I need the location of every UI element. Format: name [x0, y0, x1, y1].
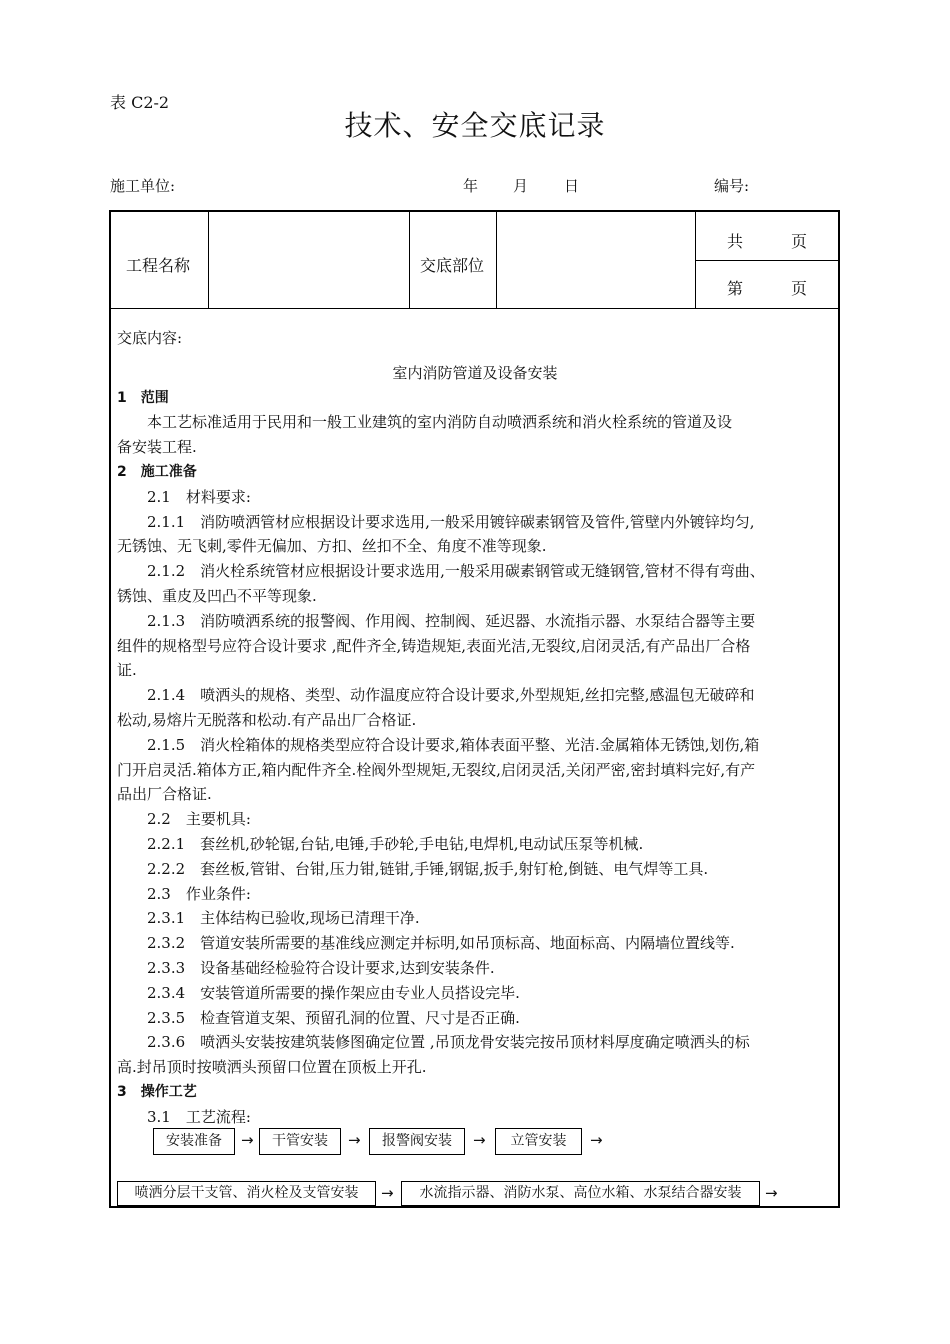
- document-title: 技术、安全交底记录: [344, 109, 606, 142]
- section-heading: 2 施工准备: [117, 463, 197, 480]
- content-line: 高.封吊顶时按喷洒头预留口位置在顶板上开孔.: [117, 1058, 427, 1077]
- content-line: 3.1 工艺流程:: [117, 1107, 251, 1126]
- handover-position-label: 交底部位: [420, 256, 485, 275]
- content-line: 2.1.2 消火栓系统管材应根据设计要求选用,一般采用碳素钢管或无缝钢管,管材不得有弯曲、: [117, 562, 765, 581]
- content-label: 交底内容:: [117, 329, 183, 347]
- spacer: [117, 351, 833, 361]
- content-line: 2.1.1 消防喷洒管材应根据设计要求选用,一般采用镀锌碳素钢管及管件,管壁内外镀锌均匀,: [117, 512, 755, 531]
- content-line: 锈蚀、重皮及凹凸不平等现象.: [117, 586, 317, 605]
- flow-arrow-icon: →: [381, 1184, 394, 1202]
- content-line: 组件的规格型号应符合设计要求 ,配件齐全,铸造规矩,表面光洁,无裂纹,启闭灵活,有产品出厂合格: [117, 636, 751, 655]
- flow-arrow-icon: →: [590, 1131, 603, 1149]
- date-day-label: 日: [564, 177, 580, 195]
- date-month-label: 月: [513, 177, 529, 195]
- divider: [496, 212, 497, 308]
- content-line: 2.2.2 套丝板,管钳、台钳,压力钳,链钳,手锤,钢锯,扳手,射钉枪,倒链、电气焊等工具.: [117, 859, 709, 878]
- flow-arrow-icon: →: [473, 1131, 486, 1149]
- flow-step-preparation: 安装准备: [153, 1128, 235, 1155]
- content-line: 门开启灵活.箱体方正,箱内配件齐全.栓阀外型规矩,无裂纹,启闭灵活,关闭严密,密封填料完好,有产: [117, 760, 756, 779]
- content-line: 2.3.1 主体结构已验收,现场已清理干净.: [117, 909, 420, 928]
- content-subtitle: 室内消防管道及设备安装: [392, 363, 558, 382]
- content-line: 2.3 作业条件:: [117, 884, 251, 903]
- project-name-label: 工程名称: [126, 256, 191, 275]
- content-line: 证.: [117, 661, 137, 680]
- form-code: 表 C2-2: [110, 93, 170, 112]
- content-line: 2.1.5 消火栓箱体的规格类型应符合设计要求,箱体表面平整、光洁.金属箱体无锈蚀,划伤,箱: [117, 735, 760, 754]
- content-line: 2.3.4 安装管道所需要的操作架应由专业人员搭设完毕.: [117, 983, 520, 1002]
- content-line: 2.2 主要机具:: [117, 810, 251, 829]
- content-line: 备安装工程.: [117, 438, 197, 457]
- flow-step-main-pipe: 干管安装: [259, 1128, 341, 1155]
- divider: [409, 212, 410, 308]
- divider: [695, 260, 840, 261]
- serial-number-label: 编号:: [714, 177, 750, 195]
- content-line: 2.3.2 管道安装所需要的基准线应测定并标明,如吊顶标高、地面标高、内隔墙位置线等.: [117, 934, 735, 953]
- content-line: 品出厂合格证.: [117, 785, 212, 804]
- page-number-label: 第 页: [727, 279, 808, 298]
- flow-arrow-icon: →: [348, 1131, 361, 1149]
- flow-step-equipment: 水流指示器、消防水泵、高位水箱、水泵结合器安装: [401, 1181, 760, 1206]
- flow-step-branch-pipes: 喷洒分层干支管、消火栓及支管安装: [117, 1181, 376, 1206]
- content-line: 2.3.6 喷洒头安装按建筑装修图确定位置 ,吊顶龙骨安装完按吊顶材料厚度确定喷洒头的标: [117, 1033, 750, 1052]
- divider: [111, 308, 838, 309]
- content-line: 2.1 材料要求:: [117, 487, 251, 506]
- content-line: 2.3.3 设备基础经检验符合设计要求,达到安装条件.: [117, 958, 495, 977]
- construction-unit-label: 施工单位:: [110, 177, 176, 195]
- content-line: 本工艺标准适用于民用和一般工业建筑的室内消防自动喷洒系统和消火栓系统的管道及设: [117, 413, 733, 432]
- flow-arrow-icon: →: [765, 1184, 778, 1202]
- section-heading: 1 范围: [117, 389, 169, 406]
- content-line: 无锈蚀、无飞刺,零件无偏加、方扣、丝扣不全、角度不准等现象.: [117, 537, 547, 556]
- content-line: 松动,易熔片无脱落和松动.有产品出厂合格证.: [117, 710, 417, 729]
- section-heading: 3 操作工艺: [117, 1083, 197, 1100]
- content-line: 2.2.1 套丝机,砂轮锯,台钻,电锤,手砂轮,手电钻,电焊机,电动试压泵等机械.: [117, 834, 644, 853]
- handover-content: [117, 326, 833, 1130]
- content-line: 2.1.3 消防喷洒系统的报警阀、作用阀、控制阀、延迟器、水流指示器、水泵结合器等主要: [117, 611, 756, 630]
- flow-arrow-icon: →: [241, 1131, 254, 1149]
- content-line: 2.1.4 喷洒头的规格、类型、动作温度应符合设计要求,外型规矩,丝扣完整,感温包无破碎和: [117, 686, 755, 705]
- total-pages-label: 共 页: [727, 232, 808, 251]
- divider: [208, 212, 209, 308]
- flow-step-alarm-valve: 报警阀安装: [369, 1128, 465, 1155]
- flow-step-riser: 立管安装: [495, 1128, 582, 1155]
- content-line: 2.3.5 检查管道支架、预留孔洞的位置、尺寸是否正确.: [117, 1008, 520, 1027]
- date-year-label: 年: [463, 177, 479, 195]
